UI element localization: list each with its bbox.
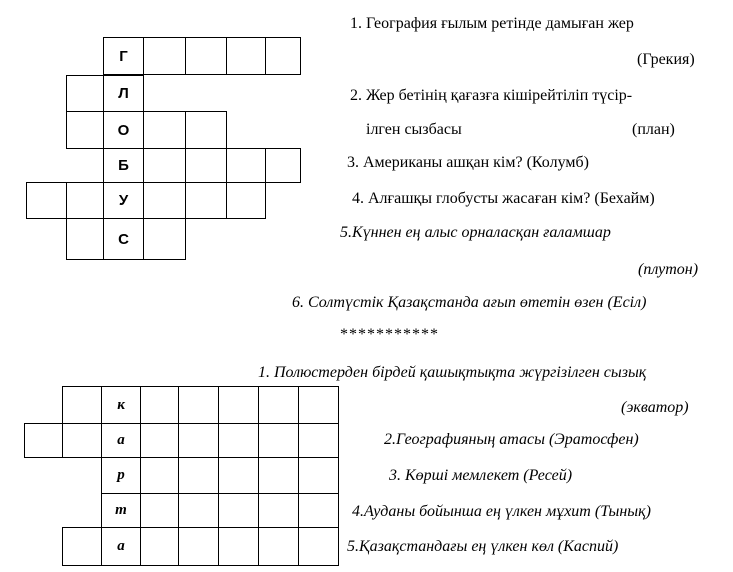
clue-2-5: 5.Қазақстандағы ең үлкен көл (Каспий) <box>347 538 619 555</box>
puzzle1-cell[interactable] <box>66 218 104 260</box>
puzzle1-cell[interactable] <box>185 182 227 219</box>
clue-1-2: 2. Жер бетінің қағазға кішірейтіліп түсір- <box>350 87 633 104</box>
puzzle1-cell[interactable] <box>26 182 67 219</box>
puzzle1-key-cell[interactable]: У <box>103 182 144 219</box>
puzzle2-cell[interactable] <box>298 457 339 494</box>
puzzle1-cell[interactable] <box>143 111 186 149</box>
puzzle2-key-cell[interactable]: р <box>101 457 141 494</box>
puzzle1-cell[interactable] <box>143 37 186 75</box>
puzzle2-cell[interactable] <box>258 423 299 458</box>
clue-2-2: 2.Географияның атасы (Эратосфен) <box>384 431 639 448</box>
puzzle1-cell[interactable] <box>143 148 186 183</box>
puzzle1-cell[interactable] <box>143 182 186 219</box>
puzzle2-cell[interactable] <box>298 493 339 528</box>
puzzle2-cell[interactable] <box>258 457 299 494</box>
puzzle2-key-cell[interactable]: т <box>101 493 141 528</box>
puzzle2-cell[interactable] <box>258 386 299 424</box>
puzzle2-cell[interactable] <box>298 423 339 458</box>
puzzle2-cell[interactable] <box>218 423 259 458</box>
puzzle2-cell[interactable] <box>140 527 179 566</box>
puzzle1-key-cell[interactable]: О <box>103 111 144 149</box>
clue-2-3: 3. Көрші мемлекет (Ресей) <box>389 467 573 484</box>
clue-1-2-answer: (план) <box>632 121 675 138</box>
puzzle1-cell[interactable] <box>185 37 227 75</box>
clue-1-2-cont: ілген сызбасы <box>366 121 462 138</box>
puzzle1-cell[interactable] <box>226 182 266 219</box>
puzzle1-cell[interactable] <box>143 218 186 260</box>
puzzle2-cell[interactable] <box>218 527 259 566</box>
puzzle2-cell[interactable] <box>62 386 102 424</box>
puzzle2-cell[interactable] <box>218 493 259 528</box>
puzzle2-cell[interactable] <box>140 423 179 458</box>
puzzle1-cell[interactable] <box>265 148 301 183</box>
puzzle2-cell[interactable] <box>62 423 102 458</box>
separator-stars: *********** <box>340 326 439 343</box>
puzzle1-cell[interactable] <box>226 148 266 183</box>
puzzle1-key-cell[interactable]: С <box>103 218 144 260</box>
puzzle2-cell[interactable] <box>178 493 219 528</box>
puzzle1-key-cell[interactable]: Л <box>103 75 144 112</box>
puzzle1-key-cell[interactable]: Б <box>103 148 144 183</box>
puzzle2-cell[interactable] <box>178 423 219 458</box>
clue-1-6: 6. Солтүстік Қазақстанда ағып өтетін өзен (Есіл) <box>292 294 647 311</box>
puzzle2-key-cell[interactable]: а <box>101 423 141 458</box>
puzzle1-cell[interactable] <box>66 75 104 112</box>
puzzle2-cell[interactable] <box>218 457 259 494</box>
puzzle2-cell[interactable] <box>140 493 179 528</box>
clue-2-4: 4.Ауданы бойынша ең үлкен мұхит (Тынық) <box>352 503 651 520</box>
puzzle1-cell[interactable] <box>185 111 227 149</box>
puzzle2-cell[interactable] <box>258 493 299 528</box>
puzzle2-cell[interactable] <box>178 386 219 424</box>
puzzle2-cell[interactable] <box>178 457 219 494</box>
puzzle1-cell[interactable] <box>265 37 301 75</box>
puzzle2-cell[interactable] <box>298 386 339 424</box>
clue-1-5-answer: (плутон) <box>638 261 699 278</box>
puzzle2-key-cell[interactable]: к <box>101 386 141 424</box>
puzzle2-cell[interactable] <box>258 527 299 566</box>
puzzle2-cell[interactable] <box>298 527 339 566</box>
puzzle2-cell[interactable] <box>218 386 259 424</box>
puzzle2-cell[interactable] <box>178 527 219 566</box>
puzzle2-cell[interactable] <box>62 527 102 566</box>
puzzle2-cell[interactable] <box>140 386 179 424</box>
clue-1-3: 3. Американы ашқан кім? (Колумб) <box>347 154 589 171</box>
clue-2-1-answer: (экватор) <box>621 399 689 416</box>
puzzle2-cell[interactable] <box>140 457 179 494</box>
clue-1-1-answer: (Грекия) <box>637 51 695 68</box>
puzzle1-cell[interactable] <box>226 37 266 75</box>
puzzle1-cell[interactable] <box>66 182 104 219</box>
puzzle2-key-cell[interactable]: а <box>101 527 141 566</box>
puzzle1-cell[interactable] <box>66 111 104 149</box>
clue-1-4: 4. Алғашқы глобусты жасаған кім? (Бехайм) <box>352 190 655 207</box>
puzzle2-cell[interactable] <box>24 423 63 458</box>
clue-1-5: 5.Күннен ең алыс орналасқан ғаламшар <box>340 224 611 241</box>
puzzle1-key-cell[interactable]: Г <box>103 37 144 75</box>
puzzle1-cell[interactable] <box>185 148 227 183</box>
clue-2-1: 1. Полюстерден бірдей қашықтықта жүргізілген сызық <box>258 364 647 381</box>
clue-1-1: 1. География ғылым ретінде дамыған жер <box>350 15 634 32</box>
